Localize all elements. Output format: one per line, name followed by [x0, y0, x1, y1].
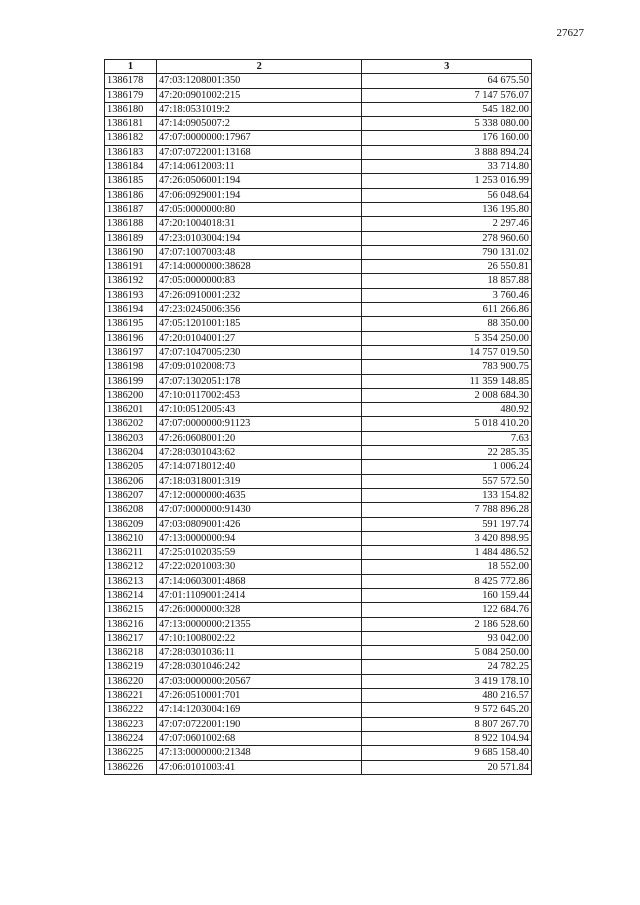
table-row: [105, 388, 532, 402]
value-cell: 790 131.02: [362, 245, 532, 259]
value-cell: 56 048.64: [362, 188, 532, 202]
table-row: [105, 403, 532, 417]
cadastral-number-cell: 47:13:0000000:21355: [156, 617, 362, 631]
row-number-cell: 1386226: [105, 760, 157, 774]
row-number-cell: 1386213: [105, 574, 157, 588]
row-number-cell: 1386215: [105, 603, 157, 617]
value-cell: 783 900.75: [362, 360, 532, 374]
row-number-cell: 1386191: [105, 260, 157, 274]
value-cell: 136 195.80: [362, 202, 532, 216]
cadastral-number-cell: 47:20:0104001:27: [156, 331, 362, 345]
table-row: [105, 102, 532, 116]
table-row: [105, 360, 532, 374]
row-number-cell: 1386224: [105, 731, 157, 745]
row-number-cell: 1386206: [105, 474, 157, 488]
row-number-cell: 1386192: [105, 274, 157, 288]
table-row: [105, 674, 532, 688]
cadastral-number-cell: 47:26:0000000:328: [156, 603, 362, 617]
table-row: [105, 74, 532, 88]
table-row: [105, 503, 532, 517]
cadastral-number-cell: 47:26:0506001:194: [156, 174, 362, 188]
row-number-cell: 1386208: [105, 503, 157, 517]
value-cell: 5 084 250.00: [362, 646, 532, 660]
table-row: [105, 160, 532, 174]
cadastral-number-cell: 47:14:0612003:11: [156, 160, 362, 174]
table-row: [105, 245, 532, 259]
value-cell: 20 571.84: [362, 760, 532, 774]
value-cell: 3 419 178.10: [362, 674, 532, 688]
value-cell: 5 338 080.00: [362, 117, 532, 131]
value-cell: 9 685 158.40: [362, 746, 532, 760]
value-cell: 2 186 528.60: [362, 617, 532, 631]
cadastral-number-cell: 47:23:0103004:194: [156, 231, 362, 245]
row-number-cell: 1386180: [105, 102, 157, 116]
row-number-cell: 1386200: [105, 388, 157, 402]
value-cell: 591 197.74: [362, 517, 532, 531]
table-row: [105, 317, 532, 331]
value-cell: 9 572 645.20: [362, 703, 532, 717]
cadastral-number-cell: 47:14:0905007:2: [156, 117, 362, 131]
cadastral-number-cell: 47:12:0000000:4635: [156, 488, 362, 502]
cadastral-number-cell: 47:07:0000000:91123: [156, 417, 362, 431]
value-cell: 480 216.57: [362, 689, 532, 703]
page-number: 27627: [556, 27, 584, 39]
cadastral-number-cell: 47:07:0000000:17967: [156, 131, 362, 145]
table-row: [105, 460, 532, 474]
table-row: [105, 760, 532, 774]
row-number-cell: 1386187: [105, 202, 157, 216]
cadastral-number-cell: 47:14:0000000:38628: [156, 260, 362, 274]
table-row: [105, 260, 532, 274]
row-number-cell: 1386204: [105, 446, 157, 460]
value-cell: 2 297.46: [362, 217, 532, 231]
value-cell: 480.92: [362, 403, 532, 417]
value-cell: 5 354 250.00: [362, 331, 532, 345]
row-number-cell: 1386198: [105, 360, 157, 374]
table-row: [105, 331, 532, 345]
value-cell: 93 042.00: [362, 631, 532, 645]
cadastral-number-cell: 47:06:0101003:41: [156, 760, 362, 774]
row-number-cell: 1386223: [105, 717, 157, 731]
cadastral-number-cell: 47:22:0201003:30: [156, 560, 362, 574]
column-header-3: 3: [362, 60, 532, 74]
value-cell: 64 675.50: [362, 74, 532, 88]
cadastral-number-cell: 47:13:0000000:21348: [156, 746, 362, 760]
value-cell: 22 285.35: [362, 446, 532, 460]
table-row: [105, 646, 532, 660]
table-row: [105, 517, 532, 531]
cadastral-number-cell: 47:26:0510001:701: [156, 689, 362, 703]
row-number-cell: 1386178: [105, 74, 157, 88]
table-row: [105, 746, 532, 760]
row-number-cell: 1386195: [105, 317, 157, 331]
table-row: [105, 174, 532, 188]
table-row: [105, 117, 532, 131]
table-row: [105, 574, 532, 588]
table-row: [105, 731, 532, 745]
value-cell: 18 552.00: [362, 560, 532, 574]
table-row: [105, 474, 532, 488]
table-row: [105, 188, 532, 202]
table-row: [105, 145, 532, 159]
value-cell: 11 359 148.85: [362, 374, 532, 388]
row-number-cell: 1386218: [105, 646, 157, 660]
row-number-cell: 1386182: [105, 131, 157, 145]
column-header-2: 2: [156, 60, 362, 74]
value-cell: 26 550.81: [362, 260, 532, 274]
row-number-cell: 1386217: [105, 631, 157, 645]
row-number-cell: 1386181: [105, 117, 157, 131]
row-number-cell: 1386211: [105, 546, 157, 560]
cadastral-number-cell: 47:10:0512005:43: [156, 403, 362, 417]
table-row: [105, 446, 532, 460]
value-cell: 122 684.76: [362, 603, 532, 617]
cadastral-number-cell: 47:25:0102035:59: [156, 546, 362, 560]
row-number-cell: 1386184: [105, 160, 157, 174]
row-number-cell: 1386199: [105, 374, 157, 388]
cadastral-number-cell: 47:03:0000000:20567: [156, 674, 362, 688]
table-row: [105, 131, 532, 145]
table-row: [105, 531, 532, 545]
table-row: [105, 488, 532, 502]
value-cell: 1 484 486.52: [362, 546, 532, 560]
value-cell: 3 888 894.24: [362, 145, 532, 159]
cadastral-number-cell: 47:13:0000000:94: [156, 531, 362, 545]
row-number-cell: 1386189: [105, 231, 157, 245]
row-number-cell: 1386197: [105, 345, 157, 359]
table-row: [105, 431, 532, 445]
value-cell: 160 159.44: [362, 588, 532, 602]
cadastral-number-cell: 47:14:1203004:169: [156, 703, 362, 717]
cadastral-number-cell: 47:28:0301036:11: [156, 646, 362, 660]
cadastral-number-cell: 47:26:0608001:20: [156, 431, 362, 445]
row-number-cell: 1386210: [105, 531, 157, 545]
cadastral-number-cell: 47:14:0718012:40: [156, 460, 362, 474]
cadastral-number-cell: 47:26:0910001:232: [156, 288, 362, 302]
value-cell: 2 008 684.30: [362, 388, 532, 402]
value-cell: 5 018 410.20: [362, 417, 532, 431]
table-row: [105, 88, 532, 102]
row-number-cell: 1386214: [105, 588, 157, 602]
value-cell: 3 420 898.95: [362, 531, 532, 545]
cadastral-number-cell: 47:28:0301043:62: [156, 446, 362, 460]
table-row: [105, 631, 532, 645]
value-cell: 24 782.25: [362, 660, 532, 674]
table-row: [105, 303, 532, 317]
row-number-cell: 1386216: [105, 617, 157, 631]
row-number-cell: 1386201: [105, 403, 157, 417]
row-number-cell: 1386193: [105, 288, 157, 302]
table-row: [105, 345, 532, 359]
value-cell: 7 788 896.28: [362, 503, 532, 517]
value-cell: 8 807 267.70: [362, 717, 532, 731]
cadastral-number-cell: 47:14:0603001:4868: [156, 574, 362, 588]
cadastral-number-cell: 47:05:0000000:80: [156, 202, 362, 216]
cadastral-number-cell: 47:06:0929001:194: [156, 188, 362, 202]
cadastral-number-cell: 47:20:0901002:215: [156, 88, 362, 102]
value-cell: 176 160.00: [362, 131, 532, 145]
table-row: [105, 274, 532, 288]
cadastral-number-cell: 47:20:1004018:31: [156, 217, 362, 231]
row-number-cell: 1386203: [105, 431, 157, 445]
cadastral-number-cell: 47:10:1008002:22: [156, 631, 362, 645]
value-cell: 7 147 576.07: [362, 88, 532, 102]
table-row: [105, 288, 532, 302]
row-number-cell: 1386190: [105, 245, 157, 259]
cadastral-number-cell: 47:28:0301046:242: [156, 660, 362, 674]
row-number-cell: 1386188: [105, 217, 157, 231]
value-cell: 8 425 772.86: [362, 574, 532, 588]
row-number-cell: 1386220: [105, 674, 157, 688]
cadastral-number-cell: 47:18:0318001:319: [156, 474, 362, 488]
cadastral-number-cell: 47:07:1007003:48: [156, 245, 362, 259]
column-header-1: 1: [105, 60, 157, 74]
row-number-cell: 1386179: [105, 88, 157, 102]
row-number-cell: 1386185: [105, 174, 157, 188]
table-row: [105, 374, 532, 388]
cadastral-number-cell: 47:23:0245006:356: [156, 303, 362, 317]
row-number-cell: 1386183: [105, 145, 157, 159]
value-cell: 545 182.00: [362, 102, 532, 116]
row-number-cell: 1386205: [105, 460, 157, 474]
row-number-cell: 1386212: [105, 560, 157, 574]
row-number-cell: 1386207: [105, 488, 157, 502]
table-row: [105, 689, 532, 703]
table-row: [105, 202, 532, 216]
row-number-cell: 1386219: [105, 660, 157, 674]
value-cell: 1 006.24: [362, 460, 532, 474]
row-number-cell: 1386225: [105, 746, 157, 760]
value-cell: 7.63: [362, 431, 532, 445]
value-cell: 18 857.88: [362, 274, 532, 288]
cadastral-number-cell: 47:03:0809001:426: [156, 517, 362, 531]
row-number-cell: 1386194: [105, 303, 157, 317]
cadastral-number-cell: 47:05:0000000:83: [156, 274, 362, 288]
cadastral-number-cell: 47:01:1109001:2414: [156, 588, 362, 602]
row-number-cell: 1386186: [105, 188, 157, 202]
value-cell: 133 154.82: [362, 488, 532, 502]
cadastral-number-cell: 47:18:0531019:2: [156, 102, 362, 116]
value-cell: 1 253 016.99: [362, 174, 532, 188]
cadastral-number-cell: 47:07:0722001:190: [156, 717, 362, 731]
table-row: [105, 603, 532, 617]
value-cell: 3 760.46: [362, 288, 532, 302]
value-cell: 278 960.60: [362, 231, 532, 245]
value-cell: 33 714.80: [362, 160, 532, 174]
table-row: [105, 717, 532, 731]
table-row: [105, 231, 532, 245]
value-cell: 8 922 104.94: [362, 731, 532, 745]
value-cell: 611 266.86: [362, 303, 532, 317]
row-number-cell: 1386222: [105, 703, 157, 717]
table-row: [105, 588, 532, 602]
table-row: [105, 546, 532, 560]
cadastral-number-cell: 47:03:1208001:350: [156, 74, 362, 88]
value-cell: 88 350.00: [362, 317, 532, 331]
cadastral-number-cell: 47:07:0722001:13168: [156, 145, 362, 159]
row-number-cell: 1386202: [105, 417, 157, 431]
cadastral-number-cell: 47:10:0117002:453: [156, 388, 362, 402]
table-row: [105, 417, 532, 431]
cadastral-number-cell: 47:07:0601002:68: [156, 731, 362, 745]
value-cell: 14 757 019.50: [362, 345, 532, 359]
cadastral-number-cell: 47:05:1201001:185: [156, 317, 362, 331]
cadastral-number-cell: 47:09:0102008:73: [156, 360, 362, 374]
table-row: [105, 217, 532, 231]
table-row: [105, 560, 532, 574]
table-row: [105, 617, 532, 631]
table-row: [105, 703, 532, 717]
cadastral-number-cell: 47:07:0000000:91430: [156, 503, 362, 517]
table-row: [105, 660, 532, 674]
value-cell: 557 572.50: [362, 474, 532, 488]
data-table: [104, 59, 532, 775]
row-number-cell: 1386221: [105, 689, 157, 703]
cadastral-number-cell: 47:07:1047005:230: [156, 345, 362, 359]
row-number-cell: 1386209: [105, 517, 157, 531]
row-number-cell: 1386196: [105, 331, 157, 345]
table-body: [105, 74, 532, 775]
cadastral-number-cell: 47:07:1302051:178: [156, 374, 362, 388]
table-header-row: [105, 60, 532, 74]
